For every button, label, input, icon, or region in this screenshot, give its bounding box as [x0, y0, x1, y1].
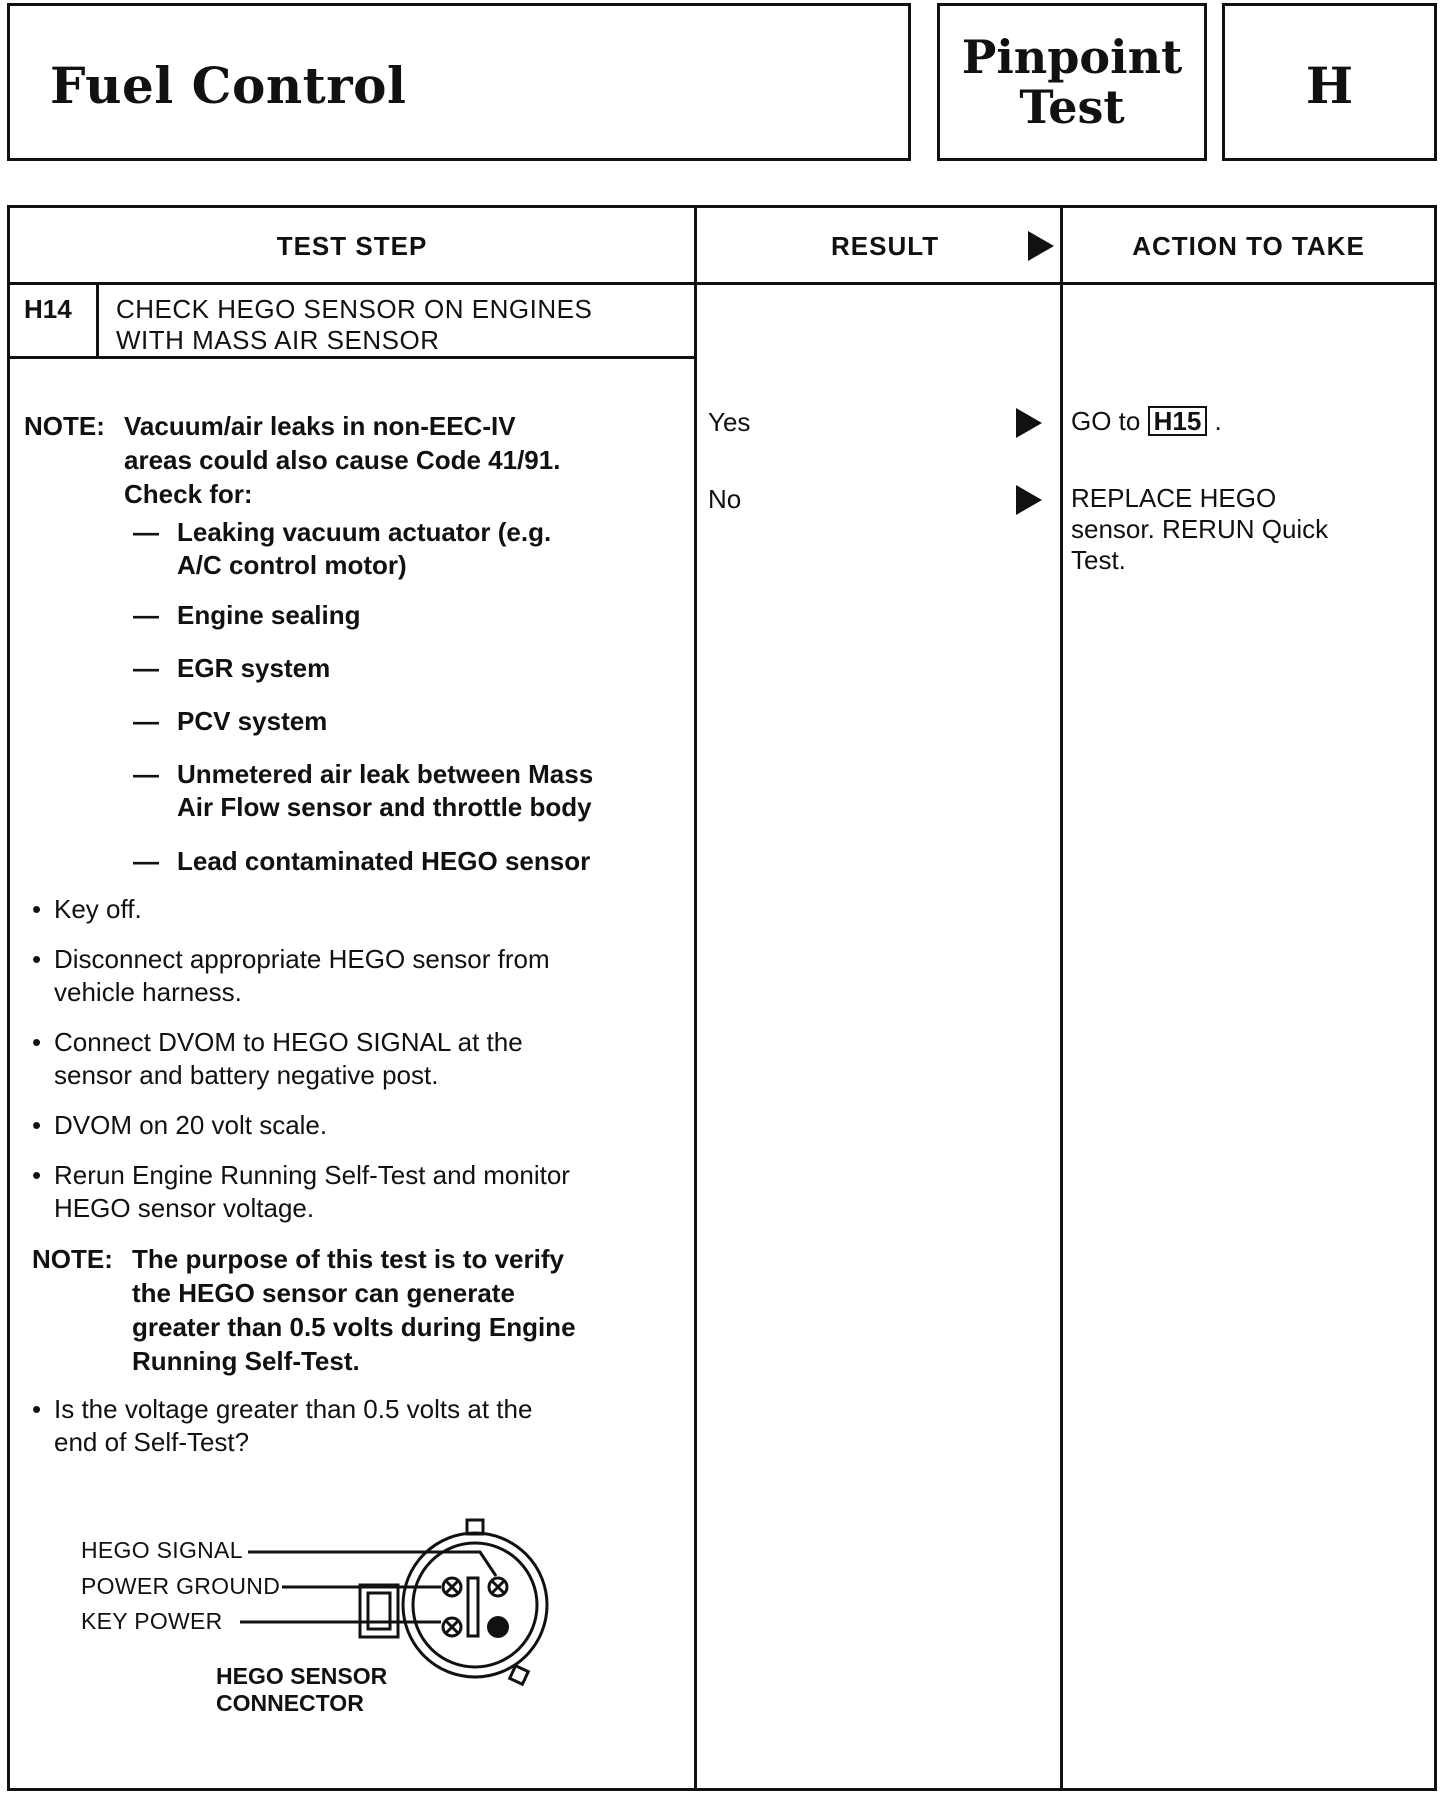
caption-line1: HEGO SENSOR: [216, 1663, 388, 1689]
result-yes: Yes: [708, 407, 751, 437]
note2-line2: the HEGO sensor can generate: [132, 1278, 515, 1308]
pinpoint-line2: Test: [1019, 80, 1125, 134]
test-letter: H: [1305, 56, 1354, 115]
dash-icon: —: [133, 759, 159, 789]
bullet-icon: •: [32, 944, 42, 974]
step-title-line1: CHECK HEGO SENSOR ON ENGINES: [116, 294, 593, 324]
bullet-icon: •: [32, 1160, 42, 1190]
question-line1: Is the voltage greater than 0.5 volts at the: [54, 1394, 533, 1424]
note1-line1: Vacuum/air leaks in non-EEC-IV: [124, 411, 516, 441]
step-id: H14: [24, 294, 72, 324]
pinpoint-test-label: [940, 32, 1204, 132]
result-no: No: [708, 484, 742, 514]
note-label: NOTE:: [24, 411, 105, 441]
procedure-bullet: [32, 1159, 672, 1225]
result-yes-arrow-icon: [1016, 408, 1042, 438]
note-test-purpose: [32, 1242, 672, 1378]
bullet-icon: •: [32, 1027, 42, 1057]
check-item: [133, 599, 361, 632]
action-no-line3: Test.: [1071, 545, 1126, 575]
check-item: [133, 758, 593, 824]
check-item: [133, 516, 551, 582]
test-letter-box: [1222, 3, 1437, 161]
action-yes-suffix: .: [1214, 406, 1222, 436]
check-item: [133, 705, 327, 738]
dash-icon: —: [133, 706, 159, 736]
check-item-line2: Air Flow sensor and throttle body: [177, 792, 592, 822]
question-bullet: [32, 1393, 672, 1459]
step-id-divider: [96, 282, 99, 358]
leader-hego-signal: [248, 1552, 496, 1576]
bullet-line1: Connect DVOM to HEGO SIGNAL at the: [54, 1027, 523, 1057]
result-header-arrow-icon: [1028, 231, 1054, 261]
label-power-ground: POWER GROUND: [81, 1573, 281, 1599]
column-divider-2: [1060, 208, 1063, 1788]
column-divider-1: [694, 208, 697, 1788]
bullet-line1: Key off.: [54, 894, 142, 924]
check-item-line1: Lead contaminated HEGO sensor: [177, 846, 591, 876]
label-key-power: KEY POWER: [81, 1608, 223, 1634]
bullet-line1: DVOM on 20 volt scale.: [54, 1110, 328, 1140]
pinpoint-line1: Pinpoint: [961, 30, 1183, 84]
connector-divider: [468, 1578, 478, 1636]
pin-filled: [487, 1616, 509, 1638]
bullet-icon: •: [32, 1394, 42, 1424]
dash-icon: —: [133, 846, 159, 876]
procedure-bullet: [32, 893, 672, 926]
connector-bottom-tab: [510, 1666, 529, 1685]
check-item-line1: EGR system: [177, 653, 331, 683]
procedure-bullet: [32, 1026, 672, 1092]
note-label: NOTE:: [32, 1244, 113, 1274]
procedure-bullet: [32, 1109, 672, 1142]
pin-power-ground-cross: [445, 1580, 459, 1594]
connector-outer-ring: [403, 1533, 547, 1677]
bullet-icon: •: [32, 1110, 42, 1140]
step-reference-h15: H15: [1148, 406, 1208, 436]
dash-icon: —: [133, 517, 159, 547]
note-vacuum-leaks: [24, 409, 664, 511]
action-no-line1: REPLACE HEGO: [1071, 483, 1277, 513]
result-no-arrow-icon: [1016, 485, 1042, 515]
action-no: [1071, 483, 1411, 576]
check-item: [133, 845, 590, 878]
caption-line2: CONNECTOR: [216, 1690, 364, 1716]
note1-line2: areas could also cause Code 41/91.: [124, 445, 561, 475]
procedure-bullet: [32, 943, 672, 1009]
action-no-line2: sensor. RERUN Quick: [1071, 514, 1329, 544]
note2-line4: Running Self-Test.: [132, 1346, 360, 1376]
col-header-result: RESULT: [831, 231, 940, 261]
bullet-icon: •: [32, 894, 42, 924]
page-title: Fuel Control: [50, 56, 407, 115]
hego-connector-diagram: [240, 1510, 570, 1700]
pin-key-power-cross: [445, 1620, 459, 1634]
check-item: [133, 652, 330, 685]
label-hego-signal: HEGO SIGNAL: [81, 1537, 243, 1563]
dash-icon: —: [133, 653, 159, 683]
step-title-line2: WITH MASS AIR SENSOR: [116, 325, 440, 355]
note2-line3: greater than 0.5 volts during Engine: [132, 1312, 576, 1342]
note1-line3: Check for:: [124, 479, 253, 509]
col-header-test-step: TEST STEP: [276, 231, 428, 261]
bullet-line2: sensor and battery negative post.: [54, 1060, 439, 1090]
bullet-line2: HEGO sensor voltage.: [54, 1193, 315, 1223]
pin-hego-signal-cross: [491, 1580, 505, 1594]
check-item-line1: Leaking vacuum actuator (e.g.: [177, 517, 552, 547]
col-header-action: ACTION TO TAKE: [1132, 231, 1365, 261]
step-title: [116, 294, 592, 356]
check-item-line1: PCV system: [177, 706, 328, 736]
action-yes: [1071, 406, 1411, 437]
connector-inner-ring: [413, 1543, 537, 1667]
check-item-line2: A/C control motor): [177, 550, 407, 580]
check-item-line1: Unmetered air leak between Mass: [177, 759, 594, 789]
connector-latch-inner: [368, 1593, 390, 1629]
step-title-divider: [10, 356, 697, 359]
action-yes-prefix: GO to: [1071, 406, 1141, 436]
bullet-line1: Disconnect appropriate HEGO sensor from: [54, 944, 550, 974]
dash-icon: —: [133, 600, 159, 630]
question-line2: end of Self-Test?: [54, 1427, 250, 1457]
bullet-line1: Rerun Engine Running Self-Test and monitor: [54, 1160, 570, 1190]
note2-line1: The purpose of this test is to verify: [132, 1244, 564, 1274]
pinpoint-test-box: [937, 3, 1207, 161]
check-item-line1: Engine sealing: [177, 600, 361, 630]
bullet-line2: vehicle harness.: [54, 977, 242, 1007]
header-title-box: [7, 3, 911, 161]
